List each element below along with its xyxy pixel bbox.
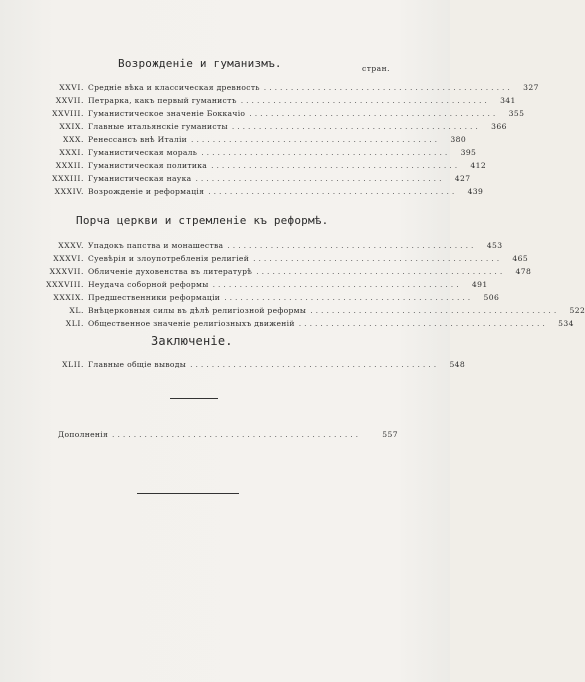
section-title-church: Порча церкви и стремленіе къ реформѣ. — [76, 214, 329, 227]
entry-title: Гуманистическая политика — [88, 161, 208, 170]
toc-entry — [30, 148, 477, 160]
appendix-title: Дополненія — [58, 430, 109, 439]
dot-leader: .............................................. — [201, 148, 451, 157]
entry-page: 355 — [508, 109, 525, 118]
dot-leader: .............................................. — [191, 135, 441, 144]
entry-page: 412 — [470, 161, 487, 170]
entry-page: 341 — [500, 96, 516, 105]
entry-page: 522 — [569, 306, 585, 315]
entry-title: Неудача соборной реформы — [88, 280, 209, 289]
toc-entry — [30, 96, 516, 108]
appendix-entry — [58, 430, 398, 442]
entry-number: XXVI. — [59, 83, 84, 92]
entry-number: XXXVI. — [53, 254, 84, 263]
entry-page: 548 — [449, 360, 466, 369]
entry-number: XLI. — [65, 319, 84, 328]
entry-number: XXXI. — [59, 148, 84, 157]
entry-number: XXXIX. — [53, 293, 84, 302]
entry-number: XXXVIII. — [46, 280, 84, 289]
entry-title: Главные общіе выводы — [88, 360, 187, 369]
entry-title: Возрожденіе и реформація — [88, 187, 205, 196]
dot-leader: .............................................. — [112, 430, 362, 439]
toc-entry — [30, 187, 484, 199]
entry-number: XXXIII. — [52, 174, 84, 183]
entry-title: Обличеніе духовенства въ литературѣ — [88, 267, 253, 276]
entry-page: 453 — [486, 241, 503, 250]
entry-page: 478 — [515, 267, 532, 276]
toc-entry — [30, 267, 532, 279]
entry-title: Средніе вѣка и классическая древность — [88, 83, 260, 92]
dot-leader: .............................................. — [231, 122, 481, 131]
toc-entry — [30, 241, 503, 253]
entry-title: Внѣцерковныя силы въ дѣлѣ религіозной реформы — [88, 306, 307, 315]
dot-leader: .............................................. — [208, 187, 458, 196]
entry-title: Гуманистическая наука — [88, 174, 192, 183]
entry-title: Петрарка, какъ первый гуманистъ — [88, 96, 237, 105]
section-title-renaissance: Возрожденіе и гуманизмъ. — [118, 57, 282, 70]
toc-entry — [30, 254, 529, 266]
entry-title: Упадокъ папства и монашества — [88, 241, 224, 250]
toc-entry — [30, 306, 585, 318]
entry-page: 506 — [483, 293, 500, 302]
section-title-conclusion: Заключеніе. — [151, 334, 233, 348]
toc-entry — [30, 319, 574, 331]
entry-number: XXVIII. — [52, 109, 84, 118]
end-rule — [137, 493, 239, 494]
dot-leader: .............................................. — [253, 254, 503, 263]
entry-page: 465 — [512, 254, 529, 263]
entry-number: XXXIV. — [54, 187, 84, 196]
entry-title: Гуманистическое значеніе Боккачіо — [88, 109, 246, 118]
toc-entry — [30, 135, 467, 147]
dot-leader: .............................................. — [190, 360, 440, 369]
dot-leader: .............................................. — [211, 161, 461, 170]
entry-number: XXX. — [62, 135, 84, 144]
toc-entry — [30, 293, 500, 305]
entry-number: XLII. — [62, 360, 84, 369]
dot-leader: .............................................. — [263, 83, 513, 92]
dot-leader: .............................................. — [249, 109, 499, 118]
dot-leader: .............................................. — [195, 174, 445, 183]
toc-entry — [30, 280, 488, 292]
entry-page: 366 — [491, 122, 507, 131]
entry-number: XXXVII. — [49, 267, 84, 276]
entry-title: Суевѣрія и злоупотребленія религіей — [88, 254, 250, 263]
toc-entry — [30, 174, 471, 186]
entry-title: Гуманистическая мораль — [88, 148, 198, 157]
entry-number: XL. — [69, 306, 84, 315]
divider-rule — [170, 398, 218, 399]
entry-title: Ренессансъ внѣ Италіи — [88, 135, 188, 144]
entry-number: XXXII. — [55, 161, 84, 170]
entry-number: XXVII. — [55, 96, 84, 105]
dot-leader: .............................................. — [212, 280, 462, 289]
dot-leader: .............................................. — [224, 293, 474, 302]
toc-entry — [30, 161, 487, 173]
entry-title: Предшественники реформаціи — [88, 293, 221, 302]
dot-leader: .............................................. — [310, 306, 560, 315]
dot-leader: .............................................. — [256, 267, 506, 276]
toc-entry — [30, 360, 466, 372]
dot-leader: .............................................. — [227, 241, 477, 250]
entry-number: XXIX. — [59, 122, 84, 131]
dot-leader: .............................................. — [240, 96, 490, 105]
entry-number: XXXV. — [58, 241, 84, 250]
entry-page: 491 — [471, 280, 488, 289]
page-column-header: стран. — [362, 64, 391, 73]
entry-page: 327 — [523, 83, 539, 92]
entry-page: 534 — [558, 319, 574, 328]
dot-leader: .............................................. — [298, 319, 548, 328]
entry-page: 427 — [454, 174, 471, 183]
entry-title: Общественное значеніе религіозныхъ движеній — [88, 319, 295, 328]
entry-page: 439 — [467, 187, 484, 196]
toc-entry — [30, 83, 539, 95]
entry-page: 395 — [460, 148, 477, 157]
toc-entry — [30, 109, 525, 121]
entry-title: Главные итальянскіе гуманисты — [88, 122, 228, 131]
toc-entry — [30, 122, 507, 134]
entry-page: 380 — [450, 135, 467, 144]
appendix-page: 557 — [382, 430, 398, 439]
